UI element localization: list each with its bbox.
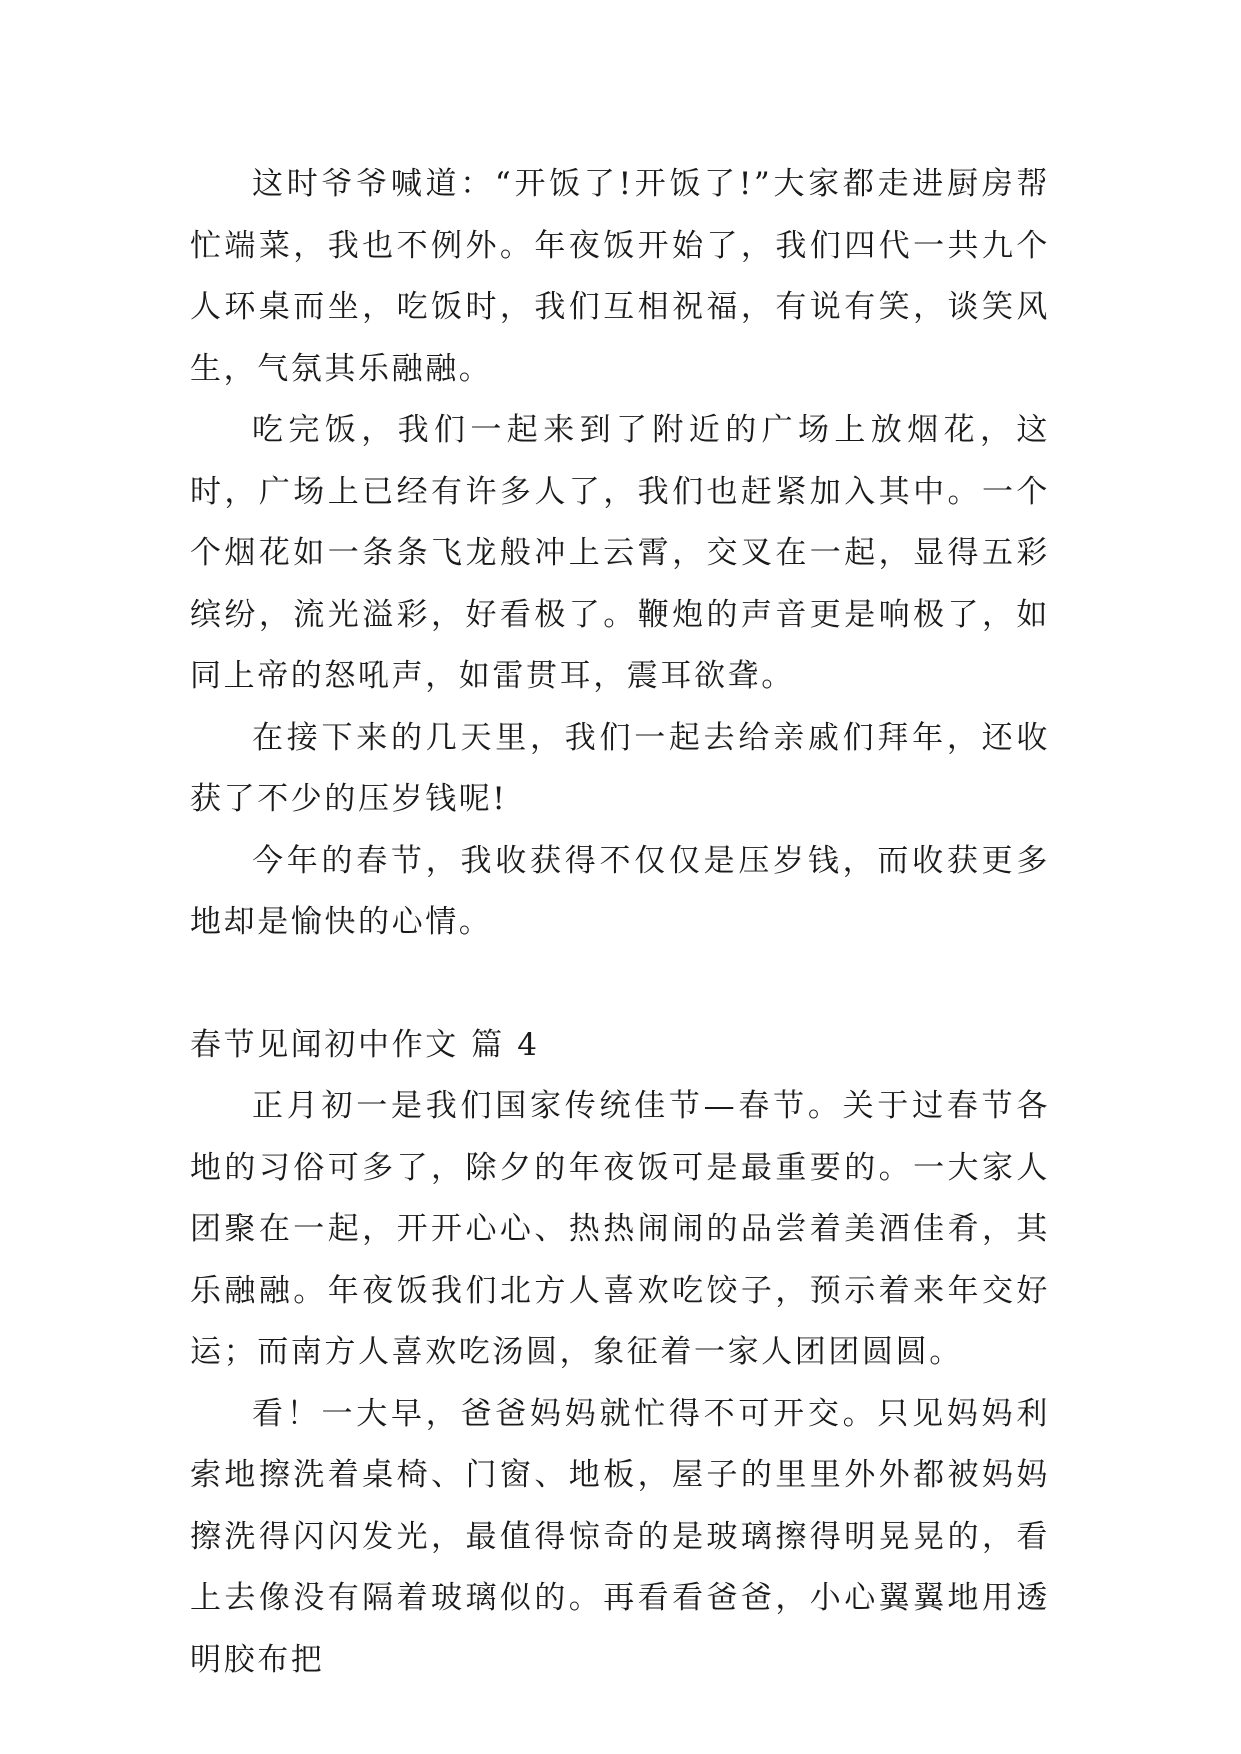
paragraph: 看！一大早，爸爸妈妈就忙得不可开交。只见妈妈利索地擦洗着桌椅、门窗、地板，屋子的里里外外都被妈妈擦洗得闪闪发光，最值得惊奇的是玻璃擦得明晃晃的，看上去像没有隔着玻璃似的。再看看爸爸，小心翼翼地用透明胶布把 [190, 1395, 1050, 1678]
section-heading: 春节见闻初中作文 篇 4 [190, 1026, 540, 1063]
document-body [190, 154, 1050, 1691]
paragraph: 今年的春节，我收获得不仅仅是压岁钱，而收获更多地却是愉快的心情。 [190, 842, 1050, 940]
paragraph: 在接下来的几天里，我们一起去给亲戚们拜年，还收获了不少的压岁钱呢! [190, 719, 1050, 817]
paragraph: 吃完饭，我们一起来到了附近的广场上放烟花，这时，广场上已经有许多人了，我们也赶紧加入其中。一个个烟花如一条条飞龙般冲上云霄，交叉在一起，显得五彩缤纷，流光溢彩，好看极了。鞭炮的声音更是响极了，如同上帝的怒吼声，如雷贯耳，震耳欲聋。 [190, 412, 1050, 694]
paragraph: 这时爷爷喊道：“开饭了!开饭了!”大家都走进厨房帮忙端菜，我也不例外。年夜饭开始了，我们四代一共九个人环桌而坐，吃饭时，我们互相祝福，有说有笑，谈笑风生，气氛其乐融融。 [190, 166, 1050, 387]
paragraph: 正月初一是我们国家传统佳节—春节。关于过春节各地的习俗可多了，除夕的年夜饭可是最重要的。一大家人团聚在一起，开开心心、热热闹闹的品尝着美酒佳肴，其乐融融。年夜饭我们北方人喜欢吃饺子，预示着来年交好运；而南方人喜欢吃汤圆，象征着一家人团团圆圆。 [190, 1088, 1050, 1370]
